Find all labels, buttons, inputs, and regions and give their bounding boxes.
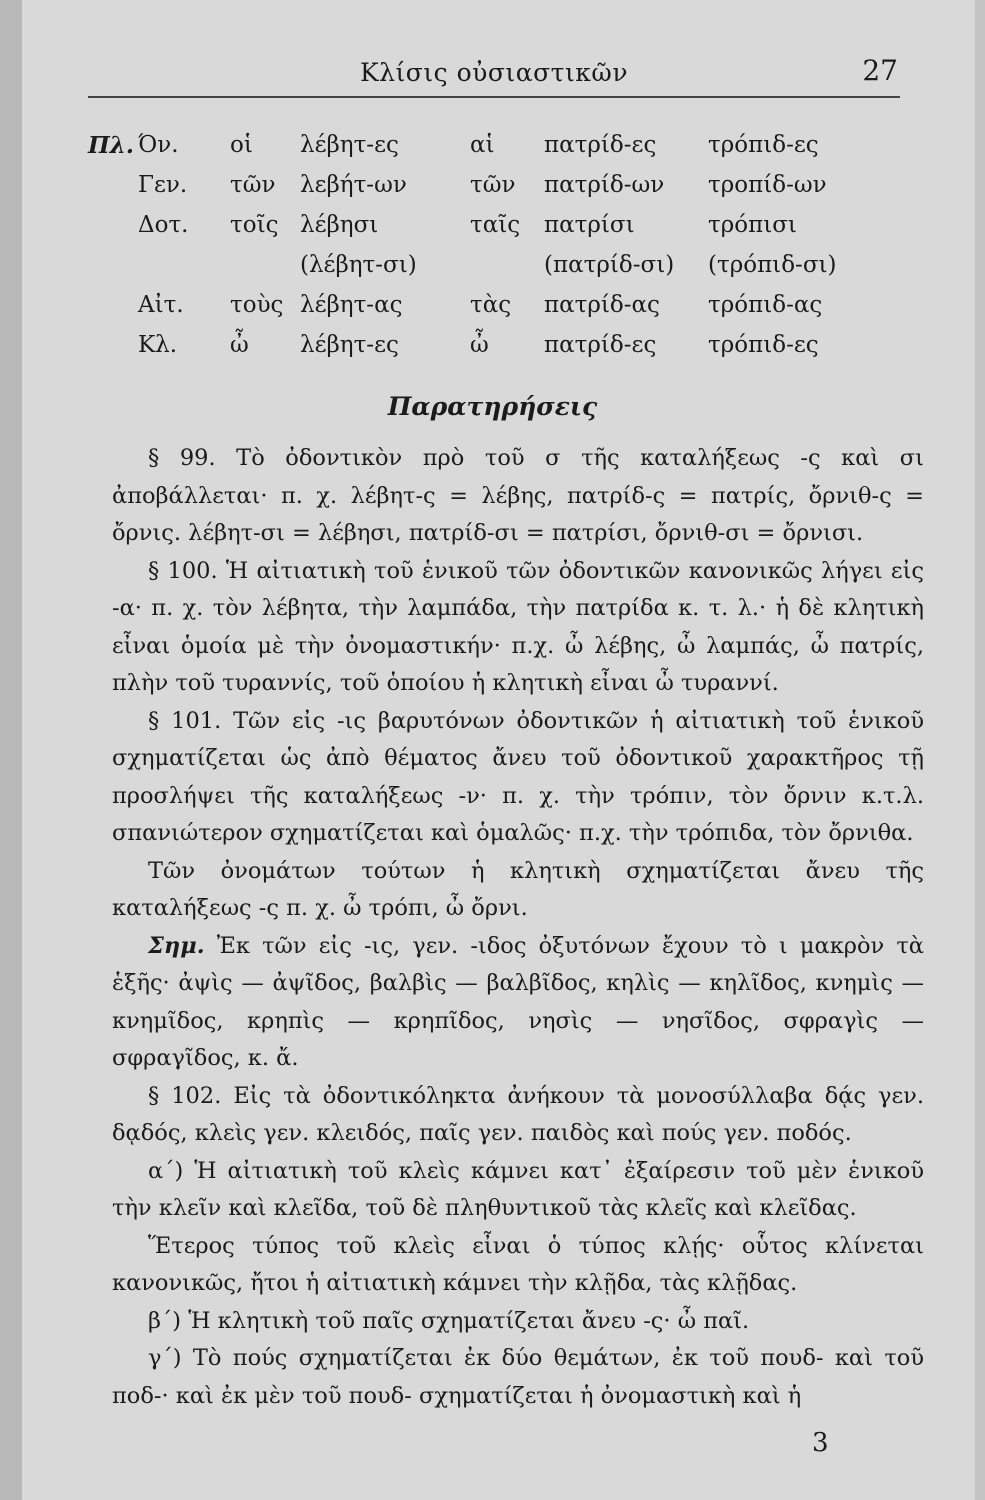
word-form: λέβησι [300, 212, 379, 238]
paragraph-102-c: γ΄) Τὸ πούς σχηματίζεται ἐκ δύο θεμάτων, ἐκ τοῦ πουδ- καὶ τοῦ ποδ-· καὶ ἐκ μὲν τοῦ πουδ- σχηματίζεται ἡ ὀνομαστικὴ καὶ ἡ [112, 1345, 924, 1409]
table-row [88, 132, 898, 172]
word-form: λέβητ-ες [300, 332, 399, 358]
declension-table [88, 132, 898, 372]
page-edge-left [0, 0, 22, 1500]
note-label: Σημ. [148, 932, 205, 959]
note-text: Ἐκ τῶν εἰς -ις, γεν. -ιδος ὀξυτόνων ἔχουν τὸ ι μακρὸν τὰ ἑξῆς· ἀψὶς — ἀψῖδος, βαλβὶς — βαλβῖδος, κηλὶς — κηλῖδος, κνημὶς — κνημῖδος, κρηπὶς — κρηπῖδος, νησὶς — νησῖδος, σφραγὶς — σφραγῖδος, κ. ἄ. [112, 932, 924, 1071]
article: ὦ [230, 332, 249, 358]
word-form: τρόπιδ-ες [708, 332, 819, 358]
paragraph-102-a: α΄) Ἡ αἰτιατικὴ τοῦ κλεὶς κάμνει κατ᾽ ἐξαίρεσιν τοῦ μὲν ἑνικοῦ τὴν κλεῖν καὶ κλεῖδα, τοῦ δὲ πληθυντικοῦ τὰς κλεῖς καὶ κλεῖδας. [112, 1157, 924, 1221]
word-form: (πατρίδ-σι) [544, 252, 675, 278]
paragraph-note [112, 928, 924, 1078]
word-form: πατρίδ-ων [544, 172, 665, 198]
article: ὦ [470, 332, 489, 358]
article: τοὺς [230, 292, 284, 318]
article: τῶν [470, 172, 516, 198]
article: τὰς [470, 292, 512, 318]
word-form: πατρίδ-ες [544, 132, 657, 158]
running-header [88, 52, 900, 96]
page-number: 27 [862, 54, 898, 87]
plural-label: Πλ. [88, 132, 134, 159]
word-form: τρόπιδ-ας [708, 292, 823, 318]
case-label: Δοτ. [138, 212, 189, 238]
case-label: Κλ. [138, 332, 178, 358]
page-title: Κλίσις οὐσιαστικῶν [359, 58, 629, 87]
word-form: λέβητ-ας [300, 292, 403, 318]
table-row [118, 332, 898, 372]
paragraph-101: § 101. Τῶν εἰς -ις βαρυτόνων ὀδοντικῶν ἡ αἰτιατικὴ τοῦ ἑνικοῦ σχηματίζεται ὡς ἀπὸ θέματος ἄνευ τοῦ ὀδοντικοῦ χαρακτῆρος τῇ προσλήψει τῆς καταλήξεως -ν· π. χ. τὴν τρόπιν, τὸν ὄρνιν κ.τ.λ. σπανιώτερον σχηματίζεται καὶ ὁμαλῶς· π.χ. τὴν τρόπιδα, τὸν ὄρνιθα. [112, 707, 924, 846]
page-edge-right [975, 0, 985, 1500]
case-label: Αἰτ. [138, 292, 184, 318]
word-form: πατρίδ-ες [544, 332, 657, 358]
word-form: λεβήτ-ων [300, 172, 407, 198]
article: αἱ [470, 132, 495, 158]
paragraph-99: § 99. Τὸ ὀδοντικὸν πρὸ τοῦ σ τῆς καταλήξεως -ς καὶ σι ἀποβάλλεται· π. χ. λέβητ-ς = λέβης, πατρίδ-ς = πατρίς, ὄρνιθ-ς = ὄρνις. λέβητ-σι = λέβησι, πατρίδ-σι = πατρίσι, ὄρνιθ-σι = ὄρνισι. [112, 445, 924, 546]
article: τῶν [230, 172, 276, 198]
article: οἱ [230, 132, 253, 158]
word-form: (λέβητ-σι) [300, 252, 417, 278]
article: τοῖς [230, 212, 279, 238]
paragraph-kles: Ἕτερος τύπος τοῦ κλεὶς εἶναι ὁ τύπος κλῄς· οὗτος κλίνεται κανονικῶς, ἤτοι ἡ αἰτιατικὴ κάμνει τὴν κλῇδα, τὰς κλῇδας. [112, 1232, 924, 1296]
table-row [118, 292, 898, 332]
word-form: πατρίδ-ας [544, 292, 660, 318]
word-form: πατρίσι [544, 212, 635, 238]
table-row [118, 212, 898, 252]
body-text [112, 440, 924, 1415]
word-form: (τρόπιδ-σι) [708, 252, 837, 278]
paragraph-vocative-note: Τῶν ὀνομάτων τούτων ἡ κλητικὴ σχηματίζεται ἄνευ τῆς καταλήξεως -ς π. χ. ὦ τρόπι, ὦ ὄρνι. [112, 857, 924, 921]
case-label: Όν. [138, 132, 179, 158]
article: ταῖς [470, 212, 521, 238]
paragraph-100: § 100. Ἡ αἰτιατικὴ τοῦ ἑνικοῦ τῶν ὀδοντικῶν κανονικῶς λήγει εἰς -α· π. χ. τὸν λέβητα, τὴν λαμπάδα, τὴν πατρίδα κ. τ. λ.· ἡ δὲ κλητικὴ εἶναι ὁμοία μὲ τὴν ὀνομαστικήν· π.χ. ὦ λέβης, ὦ λαμπάς, ὦ πατρίς, πλὴν τοῦ τυραννίς, τοῦ ὁποίου ἡ κλητικὴ εἶναι ὦ τυραννί. [112, 557, 924, 696]
word-form: τρόπιδ-ες [708, 132, 819, 158]
word-form: τροπίδ-ων [708, 172, 827, 198]
paragraph-102-b: β΄) Ἡ κλητικὴ τοῦ παῖς σχηματίζεται ἄνευ -ς· ὦ παῖ. [148, 1307, 750, 1334]
word-form: λέβητ-ες [300, 132, 399, 158]
table-row [118, 252, 898, 292]
table-row [118, 172, 898, 212]
case-label: Γεν. [138, 172, 188, 198]
signature-mark: 3 [812, 1428, 829, 1458]
paragraph-102: § 102. Εἰς τὰ ὀδοντικόληκτα ἀνήκουν τὰ μονοσύλλαβα δᾴς γεν. δᾳδός, κλεὶς γεν. κλειδός, παῖς γεν. παιδὸς καὶ πούς γεν. ποδός. [112, 1082, 924, 1146]
header-rule [88, 96, 900, 98]
section-heading: Παρατηρήσεις [387, 392, 598, 421]
word-form: τρόπισι [708, 212, 797, 238]
